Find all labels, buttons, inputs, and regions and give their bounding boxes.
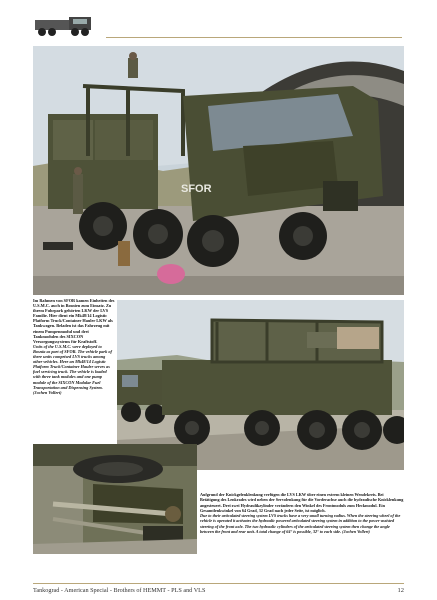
caption-right-german: Aufgrund der Knickgelenklenkung verfügen die LVS LKW über einen extrem kleinen Wendekreis. Bei Betätigung des Lenkrades wird neben der Servolenkung für die Vorderachse auch die hydraulische Knicklenkung angesteuert. Drei zwei Hydraulikzylinder verändern den Winkel des Frontmoduls zum Heckmodul. Ein Gesamtlenkwinkel von 64 Grad, 32 Grad nach jeder Seite, ist möglich. xyxy=(200,492,404,513)
sfor-marking: SFOR xyxy=(181,183,212,195)
caption-right-english: Due to their articulated steering system LVS trucks have a very small turning radius. When the steering wheel of the vehicle is operated it activates the hydraulic powered articulated steering system in addition to the power-assisted steering of the front axle. The two hydraulic cylinders of the articulated steering system then change the angle between the front and rear unit. A total change of 64° is possible, 32° to each side. (Jochen Vollert) xyxy=(200,513,401,535)
page-number: 12 xyxy=(397,587,404,594)
photo-sfor-truck-tanker xyxy=(33,46,404,295)
caption-left-english: Units of the U.S.M.C. were deployed to Bosnia as part of SFOR. The vehicle park of there units comprised LVS trucks among other vehicles. Here an Mk48/14 Logistic Platform Truck/Container Hauler serves as fuel servicing truck. The vehicle is loaded with three tank modules and one pump module of the SIXCON Modular Fuel Transportation and Dispensing System. (Jochen Vollert) xyxy=(33,343,112,395)
photo-articulated-steering-detail xyxy=(33,444,197,554)
caption-right xyxy=(200,492,404,556)
footer-title: Tankograd - American Special - Brothers of HEMMT - PLS and VLS xyxy=(33,587,206,594)
caption-left xyxy=(33,298,115,440)
footer-rule xyxy=(33,583,404,584)
header-rule xyxy=(106,37,402,38)
header-truck-logo xyxy=(33,12,97,38)
caption-left-german: Im Rahmen von SFOR kamen Einheiten des U.S.M.C. auch in Bosnien zum Einsatz. Zu ihrem Fuhrpark gehörten LKW der LVS Familie. Hier dient ein Mk48/14 Logistic Platform Truck/Container Hauler LKW als Tankwagen. Beladen ist das Fahrzeug mit einem Pumpenmodul und drei Tankmodulen des SIXCON Versorgungssystems für Kraftstoff. xyxy=(33,298,115,344)
